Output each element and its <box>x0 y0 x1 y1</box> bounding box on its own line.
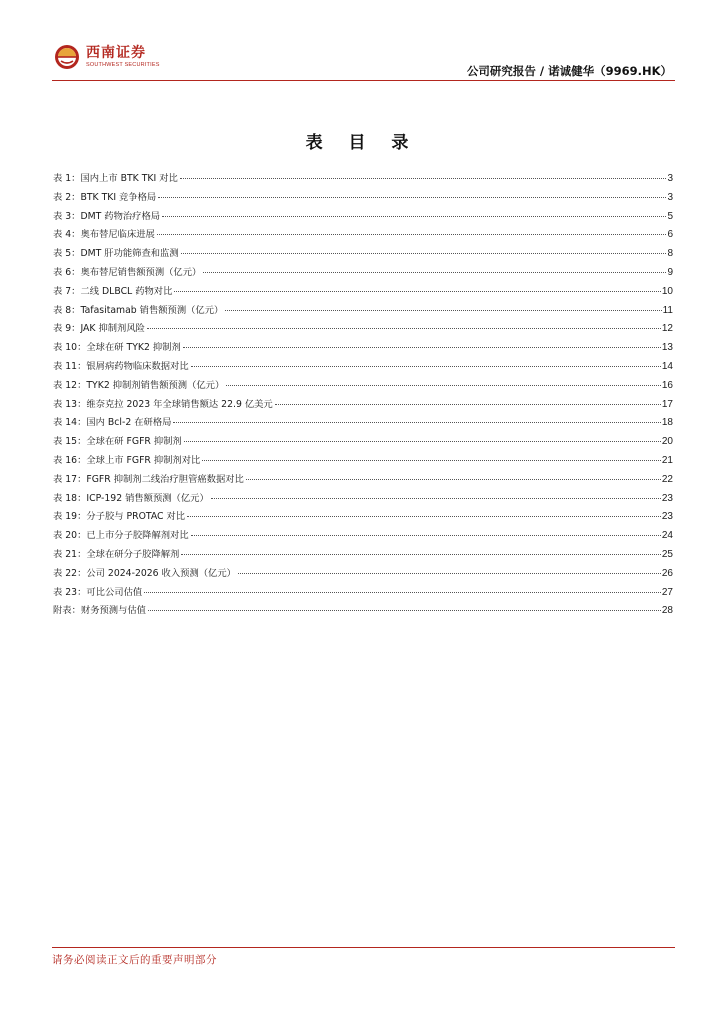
toc-entry[interactable] <box>53 527 673 546</box>
toc-entry[interactable] <box>53 170 673 189</box>
toc-entry-page: 6 <box>667 229 673 241</box>
toc-entry-page: 18 <box>661 417 673 429</box>
toc-dot-leader <box>173 421 660 423</box>
header-divider <box>52 80 675 81</box>
toc-dot-leader <box>191 365 661 367</box>
toc-entry-page: 23 <box>661 492 673 504</box>
toc-entry-page: 26 <box>661 567 673 579</box>
footer-divider <box>52 947 675 948</box>
toc-dot-leader <box>144 591 661 593</box>
toc-entry-label: 表 13：维奈克拉 2023 年全球销售额达 22.9 亿美元 <box>53 398 273 410</box>
toc-dot-leader <box>238 572 661 574</box>
toc-entry[interactable] <box>53 602 673 621</box>
toc-dot-leader <box>211 497 661 499</box>
toc-entry-page: 8 <box>667 248 673 260</box>
toc-entry-page: 21 <box>661 454 673 466</box>
toc-entry-label: 表 2：BTK TKI 竞争格局 <box>53 191 157 203</box>
toc-dot-leader <box>226 384 661 386</box>
toc-entry-label: 表 10：全球在研 TYK2 抑制剂 <box>53 342 181 354</box>
toc-dot-leader <box>187 515 661 517</box>
toc-entry-label: 表 23：可比公司估值 <box>53 586 143 598</box>
toc-dot-leader <box>225 309 661 311</box>
toc-entry-label: 表 4：奥布替尼临床进展 <box>53 229 155 241</box>
toc-entry-label: 表 7：二线 DLBCL 药物对比 <box>53 285 173 297</box>
logo-chinese-name: 西南证券 <box>86 44 146 61</box>
toc-entry-page: 24 <box>661 530 673 542</box>
toc-entry[interactable] <box>53 302 673 321</box>
toc-entry[interactable] <box>53 283 673 302</box>
toc-entry[interactable] <box>53 226 673 245</box>
toc-entry-label: 表 20：已上市分子胶降解剂对比 <box>53 530 189 542</box>
toc-entry-label: 表 21：全球在研分子胶降解剂 <box>53 548 180 560</box>
toc-entry[interactable] <box>53 208 673 227</box>
toc-dot-leader <box>184 440 661 442</box>
toc-entry[interactable] <box>53 490 673 509</box>
toc-entry[interactable] <box>53 414 673 433</box>
toc-entry-page: 14 <box>661 360 673 372</box>
toc-entry-page: 3 <box>667 191 673 203</box>
toc-dot-leader <box>203 271 666 273</box>
toc-entry-label: 表 6：奥布替尼销售额预测（亿元） <box>53 266 202 278</box>
toc-entry-label: 表 15：全球在研 FGFR 抑制剂 <box>53 436 182 448</box>
toc-entry-page: 23 <box>661 511 673 523</box>
toc-entry-label: 表 22：公司 2024-2026 收入预测（亿元） <box>53 567 236 579</box>
toc-dot-leader <box>147 327 661 329</box>
toc-entry[interactable] <box>53 452 673 471</box>
toc-entry-page: 13 <box>661 342 673 354</box>
toc-dot-leader <box>181 252 667 254</box>
toc-entry-label: 表 14：国内 Bcl-2 在研格局 <box>53 417 172 429</box>
toc-title: 表 目 录 <box>305 133 419 153</box>
toc-entry-page: 28 <box>661 605 673 617</box>
toc-dot-leader <box>162 215 666 217</box>
toc-entry[interactable] <box>53 377 673 396</box>
toc-dot-leader <box>148 609 661 611</box>
toc-entry-page: 10 <box>661 285 673 297</box>
footer-disclaimer: 请务必阅读正文后的重要声明部分 <box>52 954 217 966</box>
logo-english-name: SOUTHWEST SECURITIES <box>86 61 160 68</box>
toc-entry-label: 附表：财务预测与估值 <box>53 605 146 617</box>
toc-entry-page: 5 <box>667 210 673 222</box>
toc-entry-label: 表 1：国内上市 BTK TKI 对比 <box>53 173 178 184</box>
toc-entry-label: 表 19：分子胶与 PROTAC 对比 <box>53 511 186 523</box>
toc-entry[interactable] <box>53 396 673 415</box>
toc-dot-leader <box>191 534 661 536</box>
toc-entry[interactable] <box>53 508 673 527</box>
toc-entry-page: 17 <box>661 398 673 410</box>
toc-entry[interactable] <box>53 565 673 584</box>
toc-entry-label: 表 18：ICP-192 销售额预测（亿元） <box>53 492 209 504</box>
toc-entry-label: 表 3：DMT 药物治疗格局 <box>53 210 161 222</box>
toc-dot-leader <box>275 403 661 405</box>
toc-entry[interactable] <box>53 584 673 603</box>
toc-entry[interactable] <box>53 546 673 565</box>
toc-dot-leader <box>157 233 667 235</box>
toc-entry-label: 表 8：Tafasitamab 销售额预测（亿元） <box>53 304 224 316</box>
toc-entry-label: 表 17：FGFR 抑制剂二线治疗胆管癌数据对比 <box>53 473 244 485</box>
toc-entry[interactable] <box>53 358 673 377</box>
page-header <box>0 0 724 82</box>
toc-entry[interactable] <box>53 339 673 358</box>
toc-dot-leader <box>202 459 661 461</box>
toc-entry-page: 3 <box>667 173 673 184</box>
toc-entry[interactable] <box>53 320 673 339</box>
toc-entry-label: 表 16：全球上市 FGFR 抑制剂对比 <box>53 454 201 466</box>
toc-dot-leader <box>158 196 666 198</box>
toc-entry-label: 表 5：DMT 肝功能筛查和监测 <box>53 248 179 260</box>
toc-entry[interactable] <box>53 189 673 208</box>
toc-dot-leader <box>174 290 660 292</box>
toc-entry-page: 27 <box>661 586 673 598</box>
toc-dot-leader <box>181 553 661 555</box>
toc-entry-page: 22 <box>661 473 673 485</box>
toc-dot-leader <box>246 478 661 480</box>
toc-entry[interactable] <box>53 245 673 264</box>
logo-icon <box>54 44 80 70</box>
toc-dot-leader <box>183 346 661 348</box>
toc-entry-page: 25 <box>661 548 673 560</box>
toc-entry-page: 9 <box>667 266 673 278</box>
report-title: 公司研究报告 / 诺诚健华（9969.HK） <box>466 64 672 78</box>
table-of-tables <box>53 170 673 621</box>
company-logo <box>54 44 160 70</box>
toc-entry[interactable] <box>53 433 673 452</box>
toc-entry[interactable] <box>53 264 673 283</box>
toc-entry-page: 12 <box>661 323 673 335</box>
toc-entry-page: 11 <box>662 304 673 316</box>
toc-entry-label: 表 12：TYK2 抑制剂销售额预测（亿元） <box>53 379 225 391</box>
toc-entry-page: 16 <box>661 379 673 391</box>
toc-dot-leader <box>180 177 667 179</box>
toc-entry-label: 表 9：JAK 抑制剂风险 <box>53 323 145 335</box>
toc-entry-label: 表 11：银屑病药物临床数据对比 <box>53 360 189 372</box>
toc-entry-page: 20 <box>661 436 673 448</box>
toc-entry[interactable] <box>53 471 673 490</box>
